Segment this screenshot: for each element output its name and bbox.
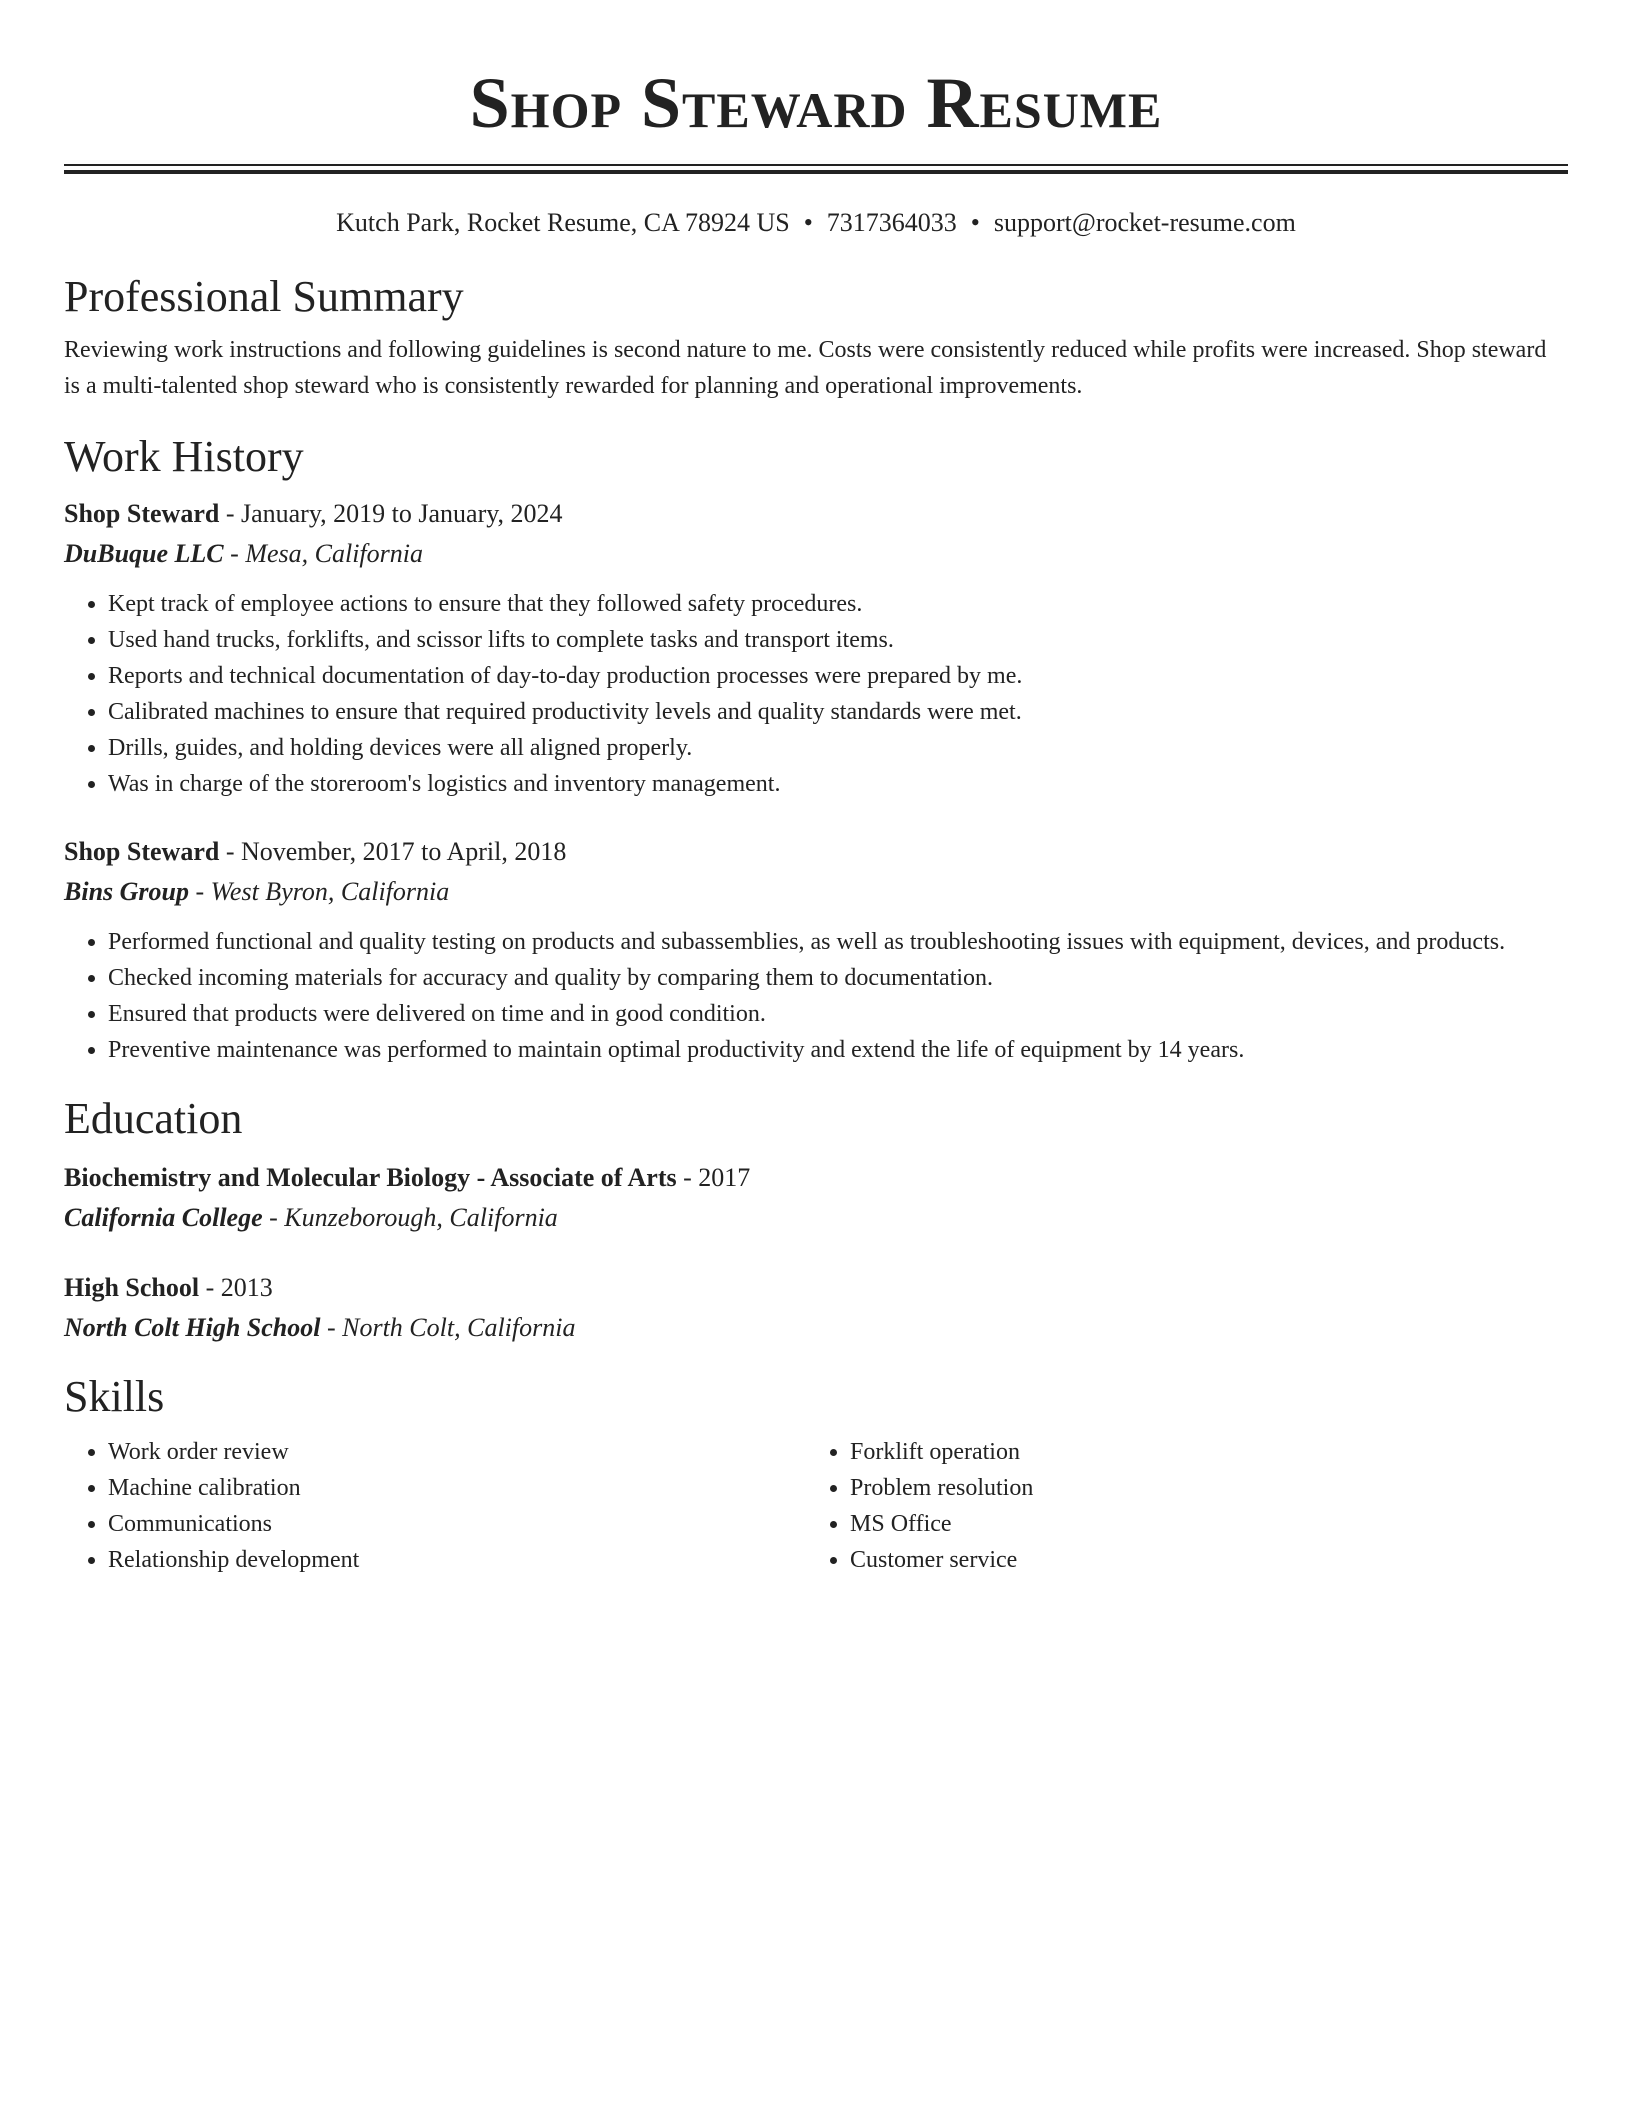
job-bullet: • Preventive maintenance was performed to maintain optimal productivity and extend the life of equipment by 14 years. bbox=[108, 1032, 1568, 1068]
skill-item: • MS Office bbox=[850, 1506, 1548, 1542]
skills-grid bbox=[64, 1434, 1568, 1578]
skills-column-right bbox=[806, 1434, 1548, 1578]
contact-separator: • bbox=[803, 208, 813, 237]
job-company-line bbox=[64, 874, 1568, 910]
job-bullet: • Drills, guides, and holding devices were all aligned properly. bbox=[108, 730, 1568, 766]
education-entry bbox=[64, 1270, 1568, 1346]
job-dates: - November, 2017 to April, 2018 bbox=[219, 837, 567, 866]
skill-item: • Machine calibration bbox=[108, 1470, 806, 1506]
education-year: - 2013 bbox=[199, 1273, 273, 1302]
resume-title: Shop Steward Resume bbox=[469, 63, 1163, 143]
education-entry bbox=[64, 1160, 1568, 1236]
education-degree: Biochemistry and Molecular Biology - Associate of Arts bbox=[64, 1163, 677, 1192]
contact-address: Kutch Park, Rocket Resume, CA 78924 US bbox=[336, 208, 790, 237]
job-bullet: • Checked incoming materials for accuracy and quality by comparing them to documentation. bbox=[108, 960, 1568, 996]
job-bullet: • Reports and technical documentation of day-to-day production processes were prepared by me. bbox=[108, 658, 1568, 694]
job-dates: - January, 2019 to January, 2024 bbox=[219, 499, 563, 528]
education-year: - 2017 bbox=[676, 1163, 751, 1192]
skills-column-left bbox=[64, 1434, 806, 1578]
job-bullet: • Was in charge of the storeroom's logistics and inventory management. bbox=[108, 766, 1568, 802]
job-title: Shop Steward bbox=[64, 499, 220, 528]
education-degree: High School bbox=[64, 1273, 200, 1302]
contact-line bbox=[64, 206, 1568, 240]
job-company: Bins Group bbox=[64, 877, 189, 906]
education-header bbox=[64, 1160, 1568, 1196]
title-divider bbox=[64, 164, 1568, 174]
job-bullet: • Kept track of employee actions to ensure that they followed safety procedures. bbox=[108, 586, 1568, 622]
contact-phone: 7317364033 bbox=[826, 208, 957, 237]
job-bullet: • Performed functional and quality testing on products and subassemblies, as well as troubleshooting issues with equipment, devices, and products. bbox=[108, 924, 1568, 960]
job-company-line bbox=[64, 536, 1568, 572]
job-bullets bbox=[64, 586, 1568, 802]
job-entry bbox=[64, 834, 1568, 1068]
job-location: - West Byron, California bbox=[189, 877, 450, 906]
skills-heading: Skills bbox=[64, 1372, 165, 1421]
education-school: North Colt High School bbox=[64, 1313, 321, 1342]
skill-item: • Problem resolution bbox=[850, 1470, 1548, 1506]
education-school-line bbox=[64, 1200, 1568, 1236]
job-header bbox=[64, 496, 1568, 532]
job-entry bbox=[64, 496, 1568, 802]
job-title: Shop Steward bbox=[64, 837, 220, 866]
job-bullet: • Used hand trucks, forklifts, and scissor lifts to complete tasks and transport items. bbox=[108, 622, 1568, 658]
resume-page bbox=[64, 0, 1568, 1578]
skill-item: • Relationship development bbox=[108, 1542, 806, 1578]
education-school: California College bbox=[64, 1203, 263, 1232]
job-bullet: • Ensured that products were delivered on time and in good condition. bbox=[108, 996, 1568, 1032]
skill-item: • Communications bbox=[108, 1506, 806, 1542]
job-bullets bbox=[64, 924, 1568, 1068]
education-location: - Kunzeborough, California bbox=[262, 1203, 558, 1232]
job-location: - Mesa, California bbox=[223, 539, 423, 568]
education-heading: Education bbox=[64, 1094, 243, 1143]
education-header bbox=[64, 1270, 1568, 1306]
job-company: DuBuque LLC bbox=[64, 539, 224, 568]
education-location: - North Colt, California bbox=[320, 1313, 576, 1342]
skill-item: • Customer service bbox=[850, 1542, 1548, 1578]
job-bullet: • Calibrated machines to ensure that required productivity levels and quality standards were met. bbox=[108, 694, 1568, 730]
skill-item: • Work order review bbox=[108, 1434, 806, 1470]
summary-heading: Professional Summary bbox=[64, 272, 464, 321]
contact-separator: • bbox=[970, 208, 980, 237]
education-school-line bbox=[64, 1310, 1568, 1346]
skill-item: • Forklift operation bbox=[850, 1434, 1548, 1470]
contact-email: support@rocket-resume.com bbox=[993, 208, 1296, 237]
job-header bbox=[64, 834, 1568, 870]
summary-text: Reviewing work instructions and following guidelines is second nature to me. Costs were consistently reduced while profits were increased. Shop steward is a multi-talented shop steward who is consistently rewarded for planning and operational improvements. bbox=[64, 337, 1547, 399]
work-history-heading: Work History bbox=[64, 432, 304, 481]
